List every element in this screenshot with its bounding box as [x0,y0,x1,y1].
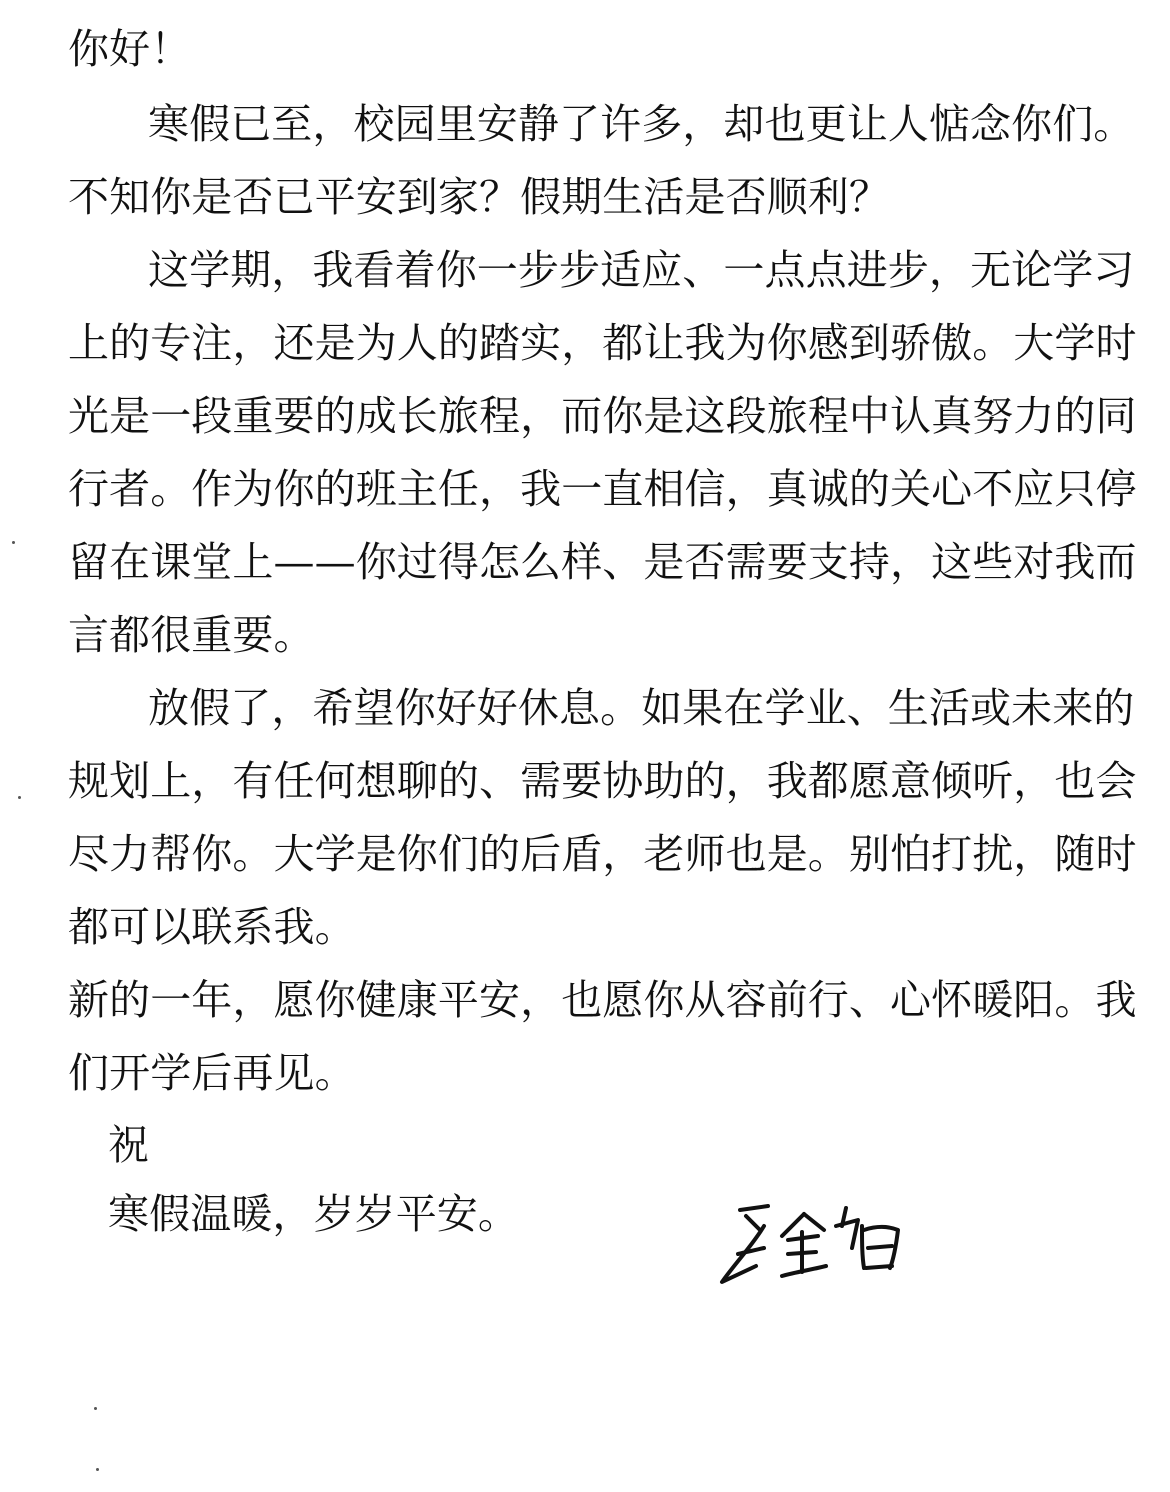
scan-speck [12,541,15,544]
letter-line: 留在课堂上——你过得怎么样、是否需要支持，这些对我而 [68,538,1137,586]
letter-line: 寒假已至，校园里安静了许多，却也更让人惦念你们。 [148,100,1135,148]
letter-line: 尽力帮你。大学是你们的后盾，老师也是。别怕打扰，随时 [68,830,1137,878]
scan-speck [94,1407,97,1410]
letter-line: 放假了，希望你好好休息。如果在学业、生活或未来的 [148,684,1135,732]
letter-line: 这学期，我看着你一步步适应、一点点进步，无论学习 [148,246,1135,294]
letter-line: 新的一年，愿你健康平安，也愿你从容前行、心怀暖阳。我 [68,976,1137,1024]
closing-word: 祝 [108,1121,150,1169]
letter-line: 规划上，有任何想聊的、需要协助的，我都愿意倾听，也会 [68,757,1137,805]
letter-line: 行者。作为你的班主任，我一直相信，真诚的关心不应只停 [68,465,1137,513]
letter-line: 都可以联系我。 [68,903,356,951]
scan-speck [96,1468,99,1471]
letter-line: 光是一段重要的成长旅程，而你是这段旅程中认真努力的同 [68,392,1137,440]
greeting: 你好！ [68,25,192,73]
letter-line: 上的专注，还是为人的踏实，都让我为你感到骄傲。大学时 [68,319,1137,367]
letter-line: 们开学后再见。 [68,1049,356,1097]
letter-line: 不知你是否已平安到家？假期生活是否顺利？ [68,173,890,221]
scan-speck [18,796,21,799]
handwritten-signature [712,1196,912,1292]
closing-wish: 寒假温暖，岁岁平安。 [108,1190,519,1238]
letter-line: 言都很重要。 [68,611,315,659]
